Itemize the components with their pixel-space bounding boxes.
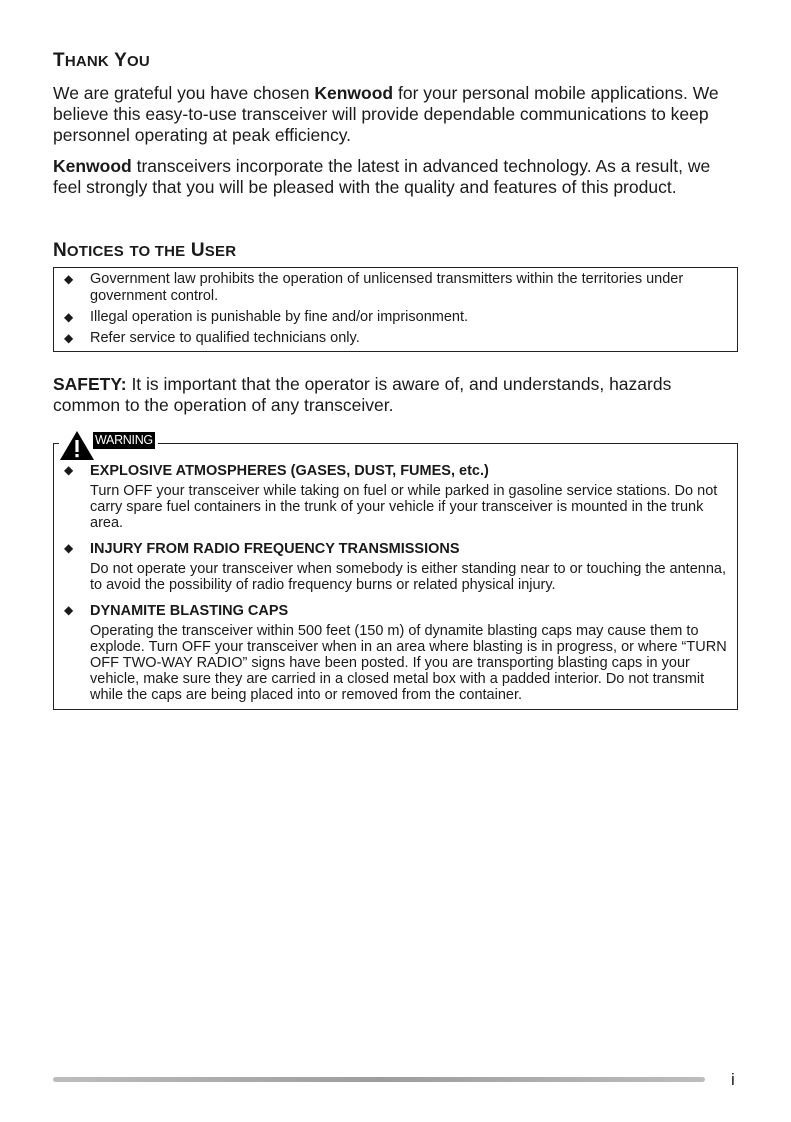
safety-statement: SAFETY: It is important that the operator is aware of, and understands, hazards common to the operation of any transceiver. xyxy=(53,374,672,415)
warning-section xyxy=(53,433,738,710)
warning-item xyxy=(64,602,727,703)
warning-tag xyxy=(59,430,158,461)
warning-label: WARNING xyxy=(95,433,153,447)
warning-box xyxy=(53,443,738,710)
diamond-bullet-icon: ◆ xyxy=(64,541,74,555)
diamond-bullet-icon: ◆ xyxy=(64,331,74,345)
footer-rule xyxy=(53,1077,705,1082)
diamond-bullet-icon: ◆ xyxy=(64,272,74,286)
warning-heading: DYNAMITE BLASTING CAPS xyxy=(90,603,289,619)
brand-name: Kenwood xyxy=(53,156,132,176)
warning-heading: EXPLOSIVE ATMOSPHERES (GASES, DUST, FUMES, etc.) xyxy=(90,463,489,479)
diamond-bullet-icon: ◆ xyxy=(64,310,74,324)
notice-item: ◆ Government law prohibits the operation of unlicensed transmitters within the territories under government control. xyxy=(64,271,684,304)
page-number: i xyxy=(731,1070,735,1089)
warning-text: Do not operate your transceiver when somebody is either standing near to or touching the antenna, to avoid the possibility of radio frequency burns or related physical injury. xyxy=(90,561,726,593)
warning-item xyxy=(64,540,727,593)
notice-item: ◆ Illegal operation is punishable by fine and/or imprisonment. xyxy=(64,309,469,325)
warning-text: Operating the transceiver within 500 feet (150 m) of dynamite blasting caps may cause them to explode. Turn OFF your transceiver when in an area where blasting is in progress, or where “TURN OFF TWO-WAY RADIO” signs have been posted. If you are transporting blasting caps in your vehicle, make sure they are carried in a closed metal box with a padded interior. Do not transmit while the caps are being placed into or removed from the container. xyxy=(90,623,727,703)
diamond-bullet-icon: ◆ xyxy=(64,463,74,477)
notices-box xyxy=(53,267,738,352)
warning-item xyxy=(64,462,727,531)
brand-name: Kenwood xyxy=(314,83,394,103)
page-content xyxy=(53,50,738,710)
thank-you-paragraph-1: We are grateful you have chosen Kenwood for your personal mobile applications. We believe this easy-to-use transceiver will provide dependable communications to keep personnel operating at peak efficiency. xyxy=(53,83,719,145)
thank-you-title: THANK YOU xyxy=(53,50,150,71)
diamond-bullet-icon: ◆ xyxy=(64,603,74,617)
warning-text: Turn OFF your transceiver while taking on fuel or while parked in gasoline service stations. Do not carry spare fuel containers in the trunk of your vehicle if your transceiver is mounted in the trunk area. xyxy=(90,483,718,531)
warning-heading: INJURY FROM RADIO FREQUENCY TRANSMISSIONS xyxy=(90,541,460,557)
notice-item: ◆ Refer service to qualified technicians only. xyxy=(64,330,360,346)
safety-label: SAFETY: xyxy=(53,374,127,394)
thank-you-paragraph-2: Kenwood transceivers incorporate the latest in advanced technology. As a result, we feel strongly that you will be pleased with the quality and features of this product. xyxy=(53,156,711,197)
notices-title: NOTICES TO THE USER xyxy=(53,240,237,261)
warning-triangle-icon xyxy=(59,430,95,461)
